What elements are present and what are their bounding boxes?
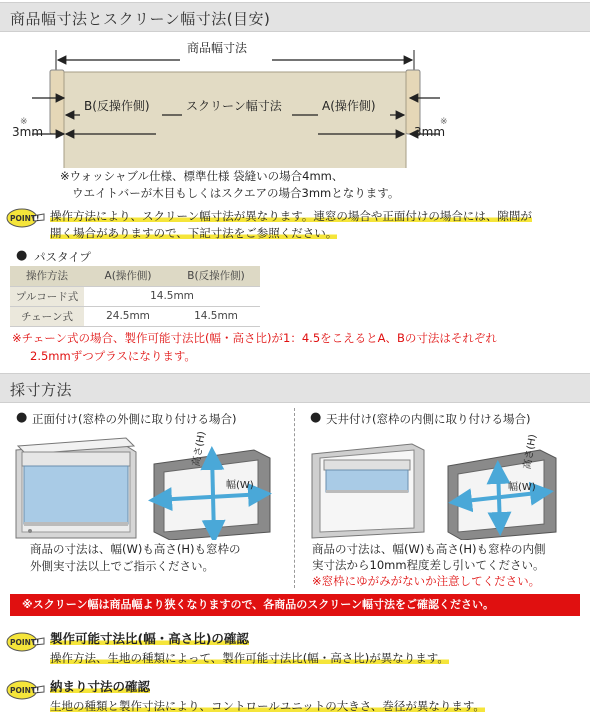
section-header-measuring (0, 373, 590, 403)
ceiling-desc-line1: 商品の寸法は、幅(W)も高さ(H)も窓枠の内側 (312, 542, 546, 556)
point-icon (6, 678, 46, 702)
ratio-check-desc-content: 操作方法、生地の種類によって、製作可能寸法比(幅・高さ比)が異なります。 (50, 651, 449, 665)
height-label-front: 高さ(H) (190, 430, 208, 468)
table-header: B(反操作側) (172, 266, 260, 286)
table-cell-method: チェーン式 (10, 306, 84, 326)
ceiling-mount-illustration (302, 428, 590, 540)
right-gap-dimension: 3mm (414, 125, 446, 139)
ceiling-desc-line2: 実寸法から10mm程度差し引いてください。 (312, 558, 545, 572)
point-text-line2-content: 開く場合がありますので、下記寸法をご参照ください。 (50, 226, 338, 240)
table-cell-a: 24.5mm (84, 306, 172, 326)
ratio-check-title-content: 製作可能寸法比(幅・高さ比)の確認 (50, 631, 249, 646)
left-gap-dimension: 3mm (12, 125, 44, 139)
banner-text: ※スクリーン幅は商品幅より狭くなりますので、各商品のスクリーン幅寸法をご確認ください。 (22, 598, 495, 611)
front-mount-title: 正面付け(窓枠の外側に取り付ける場合) (32, 412, 237, 426)
b-side-label: B(反操作側) (84, 99, 150, 113)
point-icon (6, 206, 46, 230)
column-divider (294, 408, 295, 588)
pipe-type-label: パスタイプ (34, 250, 91, 264)
section-title: 商品幅寸法とスクリーン幅寸法(目安) (10, 10, 271, 28)
bullet-icon: ● (310, 410, 322, 425)
ratio-check-title (50, 631, 249, 647)
table-row (10, 306, 260, 326)
ceiling-warning: ※窓枠にゆがみがないか注意してください。 (312, 574, 541, 588)
point-icon-label: POINT! (10, 638, 40, 647)
point-icon (6, 630, 46, 654)
dimension-table (10, 266, 260, 327)
fit-check-title-content: 納まり寸法の確認 (50, 679, 151, 694)
a-side-label: A(操作側) (322, 99, 376, 113)
point-icon-label: POINT! (10, 686, 40, 695)
bullet-icon: ● (16, 248, 28, 263)
table-header-row (10, 266, 260, 286)
screen-width-label: スクリーン幅寸法 (186, 99, 282, 113)
fit-check-title (50, 679, 150, 695)
section-header-dimensions (0, 2, 590, 32)
product-width-label: 商品幅寸法 (187, 41, 248, 55)
width-label-ceiling: 幅(W) (508, 482, 536, 493)
ratio-check-desc (50, 650, 449, 666)
table-header: 操作方法 (10, 266, 84, 286)
note-mark-right: ※ (440, 117, 448, 127)
ceiling-mount-title: 天井付け(窓枠の内側に取り付ける場合) (326, 412, 531, 426)
width-label-front: 幅(W) (226, 480, 254, 491)
front-desc-line2: 外側実寸法以上でご指示ください。 (30, 559, 214, 573)
fit-check-desc-content: 生地の種類と製作寸法により、コントロールユニットの大きさ、巻径が異なります。 (50, 699, 485, 713)
chain-note-line2: 2.5mmずつプラスになります。 (30, 349, 196, 363)
bullet-icon: ● (16, 410, 28, 425)
note-mark-left: ※ (20, 117, 28, 127)
height-label-ceiling: 高さ(H) (521, 433, 539, 471)
chain-note-line1: ※チェーン式の場合、製作可能寸法比(幅・高さ比)が1：4.5をこえるとA、Bの寸法はそれぞれ (12, 331, 497, 345)
washable-note-line1: ※ウォッシャブル仕様、標準仕様 袋縫いの場合4mm、 (60, 169, 344, 183)
table-header: A(操作側) (84, 266, 172, 286)
point-icon-label: POINT! (10, 214, 40, 223)
screen-width-banner (10, 594, 580, 616)
table-cell-b: 14.5mm (172, 306, 260, 326)
table-cell-method: プルコード式 (10, 286, 84, 306)
point-text-line1-content: 操作方法により、スクリーン幅寸法が異なります。連窓の場合や正面付けの場合には、隙間が (50, 209, 532, 223)
point-text-line1 (50, 208, 532, 224)
section-title: 採寸方法 (10, 381, 73, 399)
point-text-line2 (50, 225, 337, 241)
table-row (10, 286, 260, 306)
front-desc-line1: 商品の寸法は、幅(W)も高さ(H)も窓枠の (30, 542, 241, 556)
table-cell-merged: 14.5mm (84, 286, 260, 306)
fit-check-desc (50, 698, 485, 714)
washable-note-line2: ウエイトバーが木目もしくはスクエアの場合3mmとなります。 (72, 186, 400, 200)
